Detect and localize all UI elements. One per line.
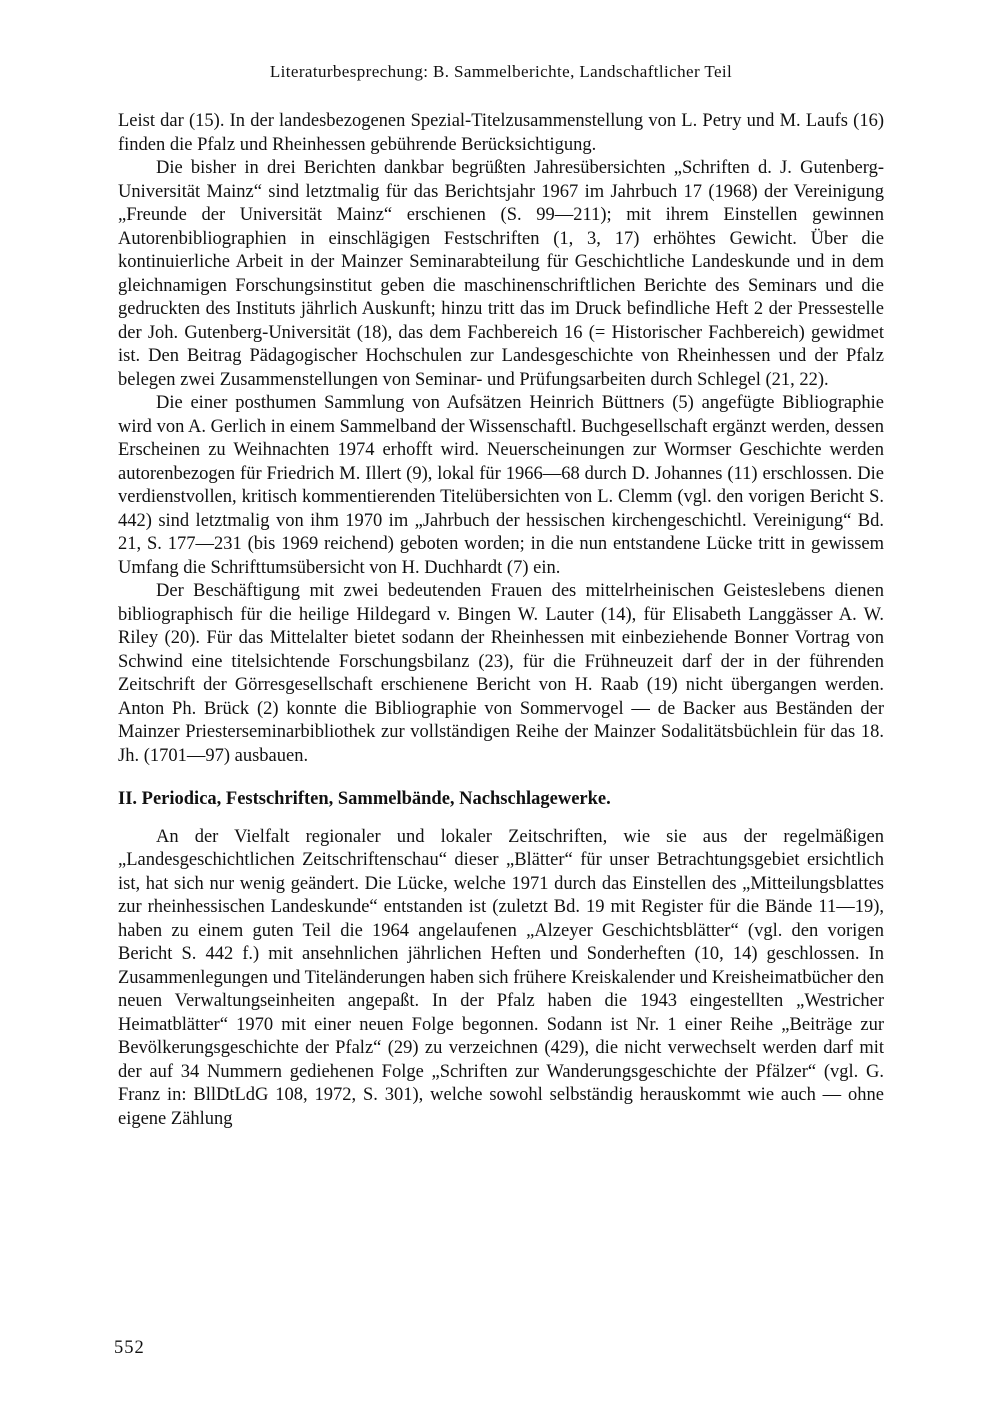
body-text: [118, 110, 884, 1131]
section-paragraph-1: An der Vielfalt regionaler und lokaler Zeitschriften, wie sie aus der regelmäßigen „Landesgeschichtlichen Zeitschriftenschau“ dieser „Blätter“ für unser Betrachtungsgebiet ersichtlich ist, hat sich nur wenig geändert. Die Lücke, welche 1971 durch das Einstellen des „Mitteilungsblattes zur rheinhessischen Landeskunde“ entstanden ist (zuletzt Bd. 19 mit Register für die Bände 11—19), haben zu einem guten Teil die 1964 angelaufenen „Alzeyer Geschichtsblätter“ (vgl. den vorigen Bericht S. 442 f.) mit ansehnlichen jährlichen Heften und Sonderheften (10, 14) geschlossen. In Zusammenlegungen und Titeländerungen haben sich frühere Kreiskalender und Kreisheimatbücher den neuen Verwaltungseinheiten angepaßt. In der Pfalz haben die 1943 eingestellten „Westricher Heimatblätter“ 1970 mit einer neuen Folge begonnen. Sodann ist Nr. 1 einer Reihe „Beiträge zur Bevölkerungsgeschichte der Pfalz“ (29) zu verzeichnen (429), die nicht verwechselt werden darf mit der auf 34 Nummern gediehenen Folge „Schriften zur Wanderungsgeschichte der Pfälzer“ (vgl. G. Franz in: BllDtLdG 108, 1972, S. 301), welche sowohl selbständig herauskommt wie auch — ohne eigene Zählung: [118, 826, 884, 1129]
paragraph-4: Der Beschäftigung mit zwei bedeutenden Frauen des mittelrheinischen Geisteslebens dienen bibliographisch für die heilige Hildegard v. Bingen W. Lauter (14), für Elisabeth Langgässer A. W. Riley (20). Für das Mittelalter bietet sodann der Rheinhessen mit einbeziehende Bonner Vortrag von Schwind eine titelsichtende Forschungsbilanz (23), für die Frühneuzeit darf der in der führenden Zeitschrift der Görresgesellschaft erschienene Bericht von H. Raab (19) nicht übergangen werden. Anton Ph. Brück (2) konnte die Bibliographie von Sommervogel — de Backer aus Beständen der Mainzer Priesterseminarbibliothek zur vollständigen Reihe der Mainzer Sodalitätsbüchlein für das 18. Jh. (1701—97) ausbauen.: [118, 581, 884, 766]
section-heading: II. Periodica, Festschriften, Sammelbände, Nachschlagewerke.: [118, 789, 611, 809]
paragraph-2: Die bisher in drei Berichten dankbar begrüßten Jahresübersichten „Schriften d. J. Gutenberg-Universität Mainz“ sind letztmalig für das Berichtsjahr 1967 im Jahrbuch 17 (1968) der Vereinigung „Freunde der Universität Mainz“ erschienen (S. 99—211); mit ihrem Einstellen gewinnen Autorenbibliographien in einschlägigen Festschriften (1, 3, 17) erhöhtes Gewicht. Über die kontinuierliche Arbeit in der Mainzer Seminarabteilung für Geschichtliche Landeskunde und in dem gleichnamigen Forschungsinstitut geben die maschinenschriftlichen Berichte des Seminars und die gedruckten des Instituts jährlich Auskunft; hinzu tritt das im Druck befindliche Heft 2 der Pressestelle der Joh. Gutenberg-Universität (18), das dem Fachbereich 16 (= Historischer Fachbereich) gewidmet ist. Den Beitrag Pädagogischer Hochschulen zur Landesgeschichte von Rheinhessen und der Pfalz belegen zwei Zusammenstellungen von Seminar- und Prüfungsarbeiten durch Schlegel (21, 22).: [118, 158, 884, 390]
paragraph-3: Die einer posthumen Sammlung von Aufsätzen Heinrich Büttners (5) angefügte Bibliographie wird von A. Gerlich in einem Sammelband der Wissenschaftl. Buchgesellschaft ergänzt werden, dessen Erscheinen zu Weihnachten 1974 erhofft wird. Neuerscheinungen zur Wormser Geschichte werden autorenbezogen für Friedrich M. Illert (9), lokal für 1966—68 durch D. Johannes (11) erschlossen. Die verdienstvollen, kritisch kommentierenden Titelübersichten von L. Clemm (vgl. den vorigen Bericht S. 442) sind letztmalig von ihm 1970 im „Jahrbuch der hessischen kirchengeschichtl. Vereinigung“ Bd. 21, S. 177—231 (bis 1969 reichend) geboten worden; in die nun entstandene Lücke tritt in gewissem Umfang die Schrifttumsübersicht von H. Duchhardt (7) ein.: [118, 393, 884, 578]
page-number: 552: [114, 1338, 145, 1358]
running-head: Literaturbesprechung: B. Sammelberichte, Landschaftlicher Teil: [269, 62, 733, 81]
paragraph-1: Leist dar (15). In der landesbezogenen Spezial-Titelzusammenstellung von L. Petry und M. Laufs (16) finden die Pfalz und Rheinhessen gebührende Berücksichtigung.: [118, 111, 884, 155]
